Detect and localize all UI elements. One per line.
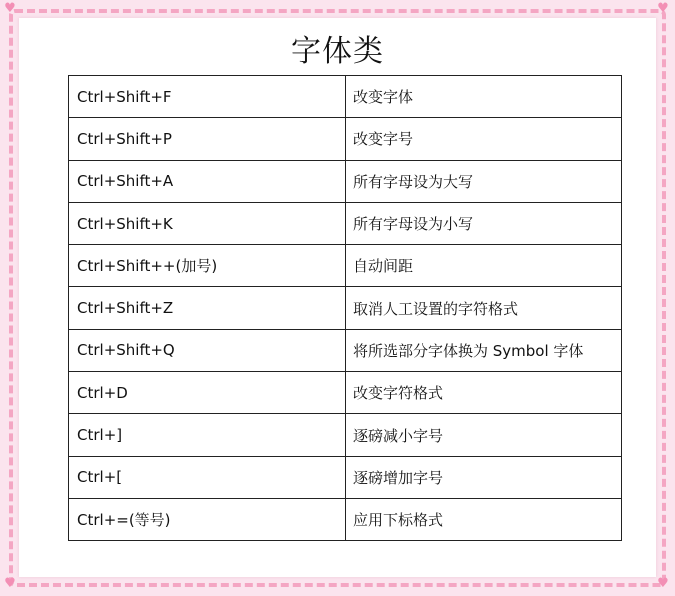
shortcut-description: 改变字号 [346, 118, 622, 160]
heart-icon: ♥ [4, 1, 16, 16]
shortcut-description: 取消人工设置的字符格式 [346, 287, 622, 329]
shortcut-key: Ctrl+Shift+Z [69, 287, 346, 329]
table-row [69, 287, 622, 329]
table-row [69, 118, 622, 160]
table-row [69, 456, 622, 498]
shortcut-description: 所有字母设为大写 [346, 160, 622, 202]
shortcut-description: 逐磅增加字号 [346, 456, 622, 498]
shortcut-key: Ctrl+Shift+P [69, 118, 346, 160]
shortcut-description: 将所选部分字体换为 Symbol 字体 [346, 329, 622, 371]
page-title: 字体类 [291, 34, 384, 69]
table-row [69, 76, 622, 118]
shortcut-description: 自动间距 [346, 245, 622, 287]
shortcut-key: Ctrl+[ [69, 456, 346, 498]
shortcut-key: Ctrl+Shift+Q [69, 329, 346, 371]
table-row [69, 372, 622, 414]
shortcut-key: Ctrl+=(等号) [69, 498, 346, 540]
shortcut-key: Ctrl+D [69, 372, 346, 414]
table-row [69, 414, 622, 456]
heart-icon: ♥ [657, 576, 669, 591]
shortcut-key: Ctrl+Shift+K [69, 202, 346, 244]
shortcut-description: 所有字母设为小写 [346, 202, 622, 244]
shortcut-description: 应用下标格式 [346, 498, 622, 540]
table-row [69, 160, 622, 202]
table-row [69, 245, 622, 287]
shortcut-table [68, 75, 622, 541]
shortcut-key: Ctrl+Shift+A [69, 160, 346, 202]
heart-icon: ♥ [4, 576, 16, 591]
table-row [69, 202, 622, 244]
shortcut-description: 改变字体 [346, 76, 622, 118]
shortcut-key: Ctrl+] [69, 414, 346, 456]
table-row [69, 498, 622, 540]
shortcut-description: 改变字符格式 [346, 372, 622, 414]
heart-icon: ♥ [657, 1, 669, 16]
shortcut-description: 逐磅减小字号 [346, 414, 622, 456]
table-row [69, 329, 622, 371]
shortcut-key: Ctrl+Shift++(加号) [69, 245, 346, 287]
shortcut-key: Ctrl+Shift+F [69, 76, 346, 118]
